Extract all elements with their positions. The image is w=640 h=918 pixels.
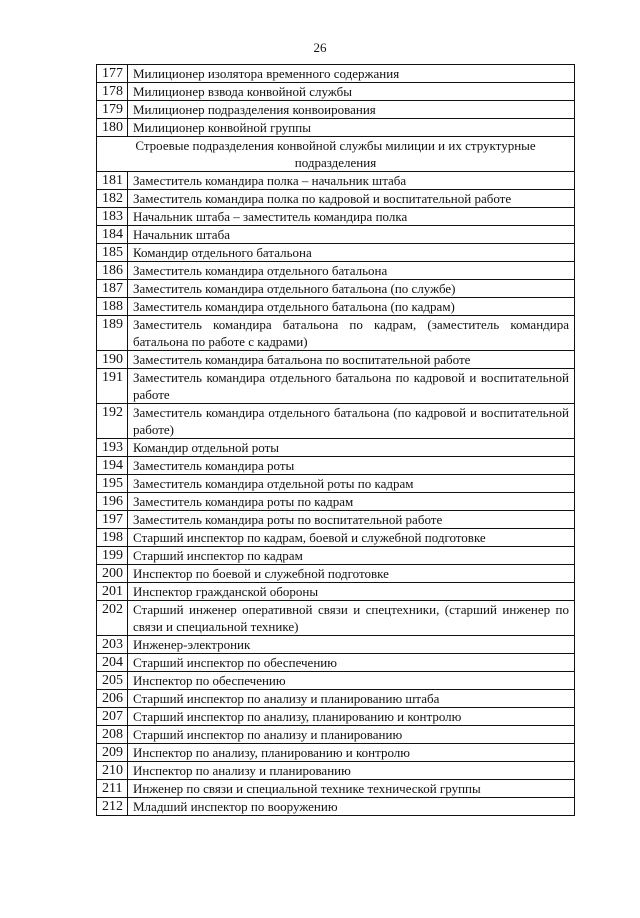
table-row (97, 172, 575, 190)
table-row (97, 780, 575, 798)
row-number: 210 (97, 762, 128, 780)
position-title: Заместитель командира отдельного батальона (по службе) (128, 280, 575, 298)
table-row (97, 654, 575, 672)
table-row (97, 119, 575, 137)
table-row (97, 726, 575, 744)
position-title: Инспектор по боевой и служебной подготовке (128, 565, 575, 583)
row-number: 188 (97, 298, 128, 316)
row-number: 207 (97, 708, 128, 726)
row-number: 177 (97, 65, 128, 83)
position-title: Заместитель командира роты (128, 457, 575, 475)
row-number: 192 (97, 404, 128, 439)
table-row (97, 298, 575, 316)
position-title: Милиционер изолятора временного содержания (128, 65, 575, 83)
position-title: Старший инспектор по обеспечению (128, 654, 575, 672)
row-number: 195 (97, 475, 128, 493)
table-row (97, 316, 575, 351)
row-number: 209 (97, 744, 128, 762)
row-number: 212 (97, 798, 128, 816)
position-title: Инспектор по анализу и планированию (128, 762, 575, 780)
table-row (97, 672, 575, 690)
row-number: 196 (97, 493, 128, 511)
row-number: 203 (97, 636, 128, 654)
table-row (97, 762, 575, 780)
table-row (97, 475, 575, 493)
row-number: 204 (97, 654, 128, 672)
row-number: 211 (97, 780, 128, 798)
table-row (97, 601, 575, 636)
section-heading-group (97, 137, 575, 172)
row-number: 179 (97, 101, 128, 119)
section-heading: Строевые подразделения конвойной службы милиции и их структурные подразделения (97, 137, 575, 172)
table-row (97, 83, 575, 101)
row-number: 197 (97, 511, 128, 529)
row-number: 206 (97, 690, 128, 708)
position-title: Заместитель командира роты по кадрам (128, 493, 575, 511)
table-row (97, 262, 575, 280)
position-title: Старший инспектор по кадрам (128, 547, 575, 565)
page-number: 26 (313, 40, 327, 55)
row-number: 186 (97, 262, 128, 280)
table-row (97, 457, 575, 475)
row-number: 200 (97, 565, 128, 583)
position-title: Милиционер взвода конвойной службы (128, 83, 575, 101)
row-number: 178 (97, 83, 128, 101)
table-row (97, 280, 575, 298)
position-title: Милиционер подразделения конвоирования (128, 101, 575, 119)
position-title: Старший инспектор по анализу и планированию (128, 726, 575, 744)
position-title: Старший инженер оперативной связи и спецтехники, (старший инженер по связи и специальной технике) (128, 601, 575, 636)
table-row (97, 798, 575, 816)
table-row (97, 439, 575, 457)
table-row (97, 493, 575, 511)
position-title: Заместитель командира отдельного батальона (по кадровой и воспитательной работе) (128, 404, 575, 439)
position-title: Начальник штаба (128, 226, 575, 244)
table-row (97, 636, 575, 654)
position-title: Инспектор гражданской обороны (128, 583, 575, 601)
row-number: 180 (97, 119, 128, 137)
table-row (97, 65, 575, 83)
positions-table (96, 64, 575, 816)
positions-table-body (97, 172, 575, 816)
table-row (97, 351, 575, 369)
table-row (97, 511, 575, 529)
row-number: 183 (97, 208, 128, 226)
position-title: Заместитель командира полка – начальник штаба (128, 172, 575, 190)
position-title: Младший инспектор по вооружению (128, 798, 575, 816)
position-title: Начальник штаба – заместитель командира полка (128, 208, 575, 226)
table-row (97, 208, 575, 226)
row-number: 190 (97, 351, 128, 369)
position-title: Заместитель командира отдельного батальона (по кадрам) (128, 298, 575, 316)
row-number: 208 (97, 726, 128, 744)
position-title: Инженер по связи и специальной технике технической группы (128, 780, 575, 798)
position-title: Старший инспектор по кадрам, боевой и служебной подготовке (128, 529, 575, 547)
position-title: Заместитель командира батальона по воспитательной работе (128, 351, 575, 369)
table-row (97, 583, 575, 601)
row-number: 194 (97, 457, 128, 475)
row-number: 193 (97, 439, 128, 457)
position-title: Заместитель командира отдельного батальона по кадровой и воспитательной работе (128, 369, 575, 404)
row-number: 191 (97, 369, 128, 404)
position-title: Заместитель командира полка по кадровой и воспитательной работе (128, 190, 575, 208)
row-number: 202 (97, 601, 128, 636)
table-row (97, 547, 575, 565)
row-number: 185 (97, 244, 128, 262)
table-row (97, 369, 575, 404)
table-row (97, 101, 575, 119)
position-title: Командир отдельной роты (128, 439, 575, 457)
position-title: Заместитель командира батальона по кадрам, (заместитель командира батальона по работе с кадрами) (128, 316, 575, 351)
position-title: Старший инспектор по анализу, планированию и контролю (128, 708, 575, 726)
position-title: Инспектор по анализу, планированию и контролю (128, 744, 575, 762)
position-title: Милиционер конвойной группы (128, 119, 575, 137)
position-title: Инженер-электроник (128, 636, 575, 654)
table-row (97, 244, 575, 262)
table-row (97, 744, 575, 762)
position-title: Заместитель командира роты по воспитательной работе (128, 511, 575, 529)
position-title: Старший инспектор по анализу и планированию штаба (128, 690, 575, 708)
table-row (97, 690, 575, 708)
position-title: Заместитель командира отдельного батальона (128, 262, 575, 280)
section-heading-row (97, 137, 575, 172)
table-row (97, 708, 575, 726)
row-number: 189 (97, 316, 128, 351)
position-title: Заместитель командира отдельной роты по кадрам (128, 475, 575, 493)
position-title: Инспектор по обеспечению (128, 672, 575, 690)
table-row (97, 565, 575, 583)
table-row (97, 529, 575, 547)
row-number: 182 (97, 190, 128, 208)
row-number: 205 (97, 672, 128, 690)
row-number: 199 (97, 547, 128, 565)
row-number: 201 (97, 583, 128, 601)
table-row (97, 226, 575, 244)
row-number: 181 (97, 172, 128, 190)
table-row (97, 190, 575, 208)
table-row (97, 404, 575, 439)
positions-table-body (97, 65, 575, 137)
row-number: 184 (97, 226, 128, 244)
position-title: Командир отдельного батальона (128, 244, 575, 262)
row-number: 187 (97, 280, 128, 298)
row-number: 198 (97, 529, 128, 547)
